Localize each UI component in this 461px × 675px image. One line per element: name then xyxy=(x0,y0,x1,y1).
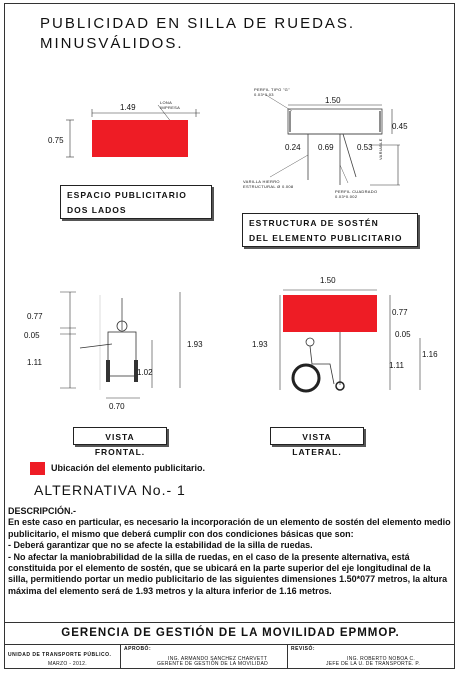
structure-height-label: 0.45 xyxy=(392,122,408,131)
reviso-label: REVISÓ: xyxy=(291,646,316,652)
perfil-spec: 0.03*0.03 xyxy=(254,92,274,97)
perfil-label: PERFIL TIPO "G" xyxy=(254,87,290,92)
footer-divider-1 xyxy=(120,644,121,669)
front-193-label: 1.93 xyxy=(187,340,203,349)
ad-space-caption-line1: ESPACIO PUBLICITARIO xyxy=(67,190,187,200)
side-wheel-large xyxy=(293,365,319,391)
footer-mid-rule xyxy=(4,644,455,645)
reviso-name: ING. ROBERTO NOBOA C. xyxy=(347,656,416,662)
front-chair xyxy=(108,332,136,376)
title-line-1: PUBLICIDAD EN SILLA DE RUEDAS. xyxy=(40,15,356,32)
footer-top-rule xyxy=(4,622,455,623)
structure-caption-line2: DEL ELEMENTO PUBLICITARIO xyxy=(249,233,403,243)
description-heading: DESCRIPCIÓN.- xyxy=(8,506,77,516)
page-title xyxy=(40,14,355,54)
ad-space-caption-box xyxy=(60,185,212,219)
side-193-label: 1.93 xyxy=(252,340,268,349)
footer-divider-2 xyxy=(287,644,288,669)
description-paragraph-3: - No afectar la maniobrabilidad de la silla de ruedas, en el caso de la presente alternativa, está constituida por el elemento de sostén, que se ubicará en la parte superior del eje longitudinal de la silla, permitiendo portar un medio publicitario de las siguientes dimensiones 1.50*077 metros, la altura máxima del elemento será de 1.93 metros y la altura inferior de 1.16 metros. xyxy=(8,551,448,596)
side-150-label: 1.50 xyxy=(320,276,336,285)
side-116-label: 1.16 xyxy=(422,350,438,359)
ad-panel-front xyxy=(92,120,188,157)
footer-date: MARZO - 2012. xyxy=(48,661,87,667)
structure-caption-box xyxy=(242,213,418,247)
aprobo-role: GERENTE DE GESTIÓN DE LA MOVILIDAD xyxy=(157,661,269,667)
reviso-role: JEFE DE LA U. DE TRANSPORTE. P. xyxy=(326,661,421,667)
front-102-label: 1.02 xyxy=(137,368,153,377)
side-005-label: 0.05 xyxy=(395,330,411,339)
tubo-leader xyxy=(340,165,348,183)
tubo-spec: 0.03*0.002 xyxy=(335,194,358,199)
tubo-label: PERFIL CUADRADO xyxy=(335,189,378,194)
front-111-label: 1.11 xyxy=(27,358,42,367)
structure-frame xyxy=(288,109,382,134)
varilla-leader xyxy=(270,155,308,177)
front-005-label: 0.05 xyxy=(24,331,40,340)
aprobo-name: ING. ARMANDO SANCHEZ CHARVETT xyxy=(168,656,268,662)
structure-width-label: 1.50 xyxy=(325,96,341,105)
dim-c-label: 0.53 xyxy=(357,143,373,152)
front-arm xyxy=(80,344,112,348)
description-block xyxy=(8,506,452,597)
ad-height-label: 0.75 xyxy=(48,136,64,145)
alternative-heading: ALTERNATIVA No.- 1 xyxy=(34,482,186,498)
legend-label: Ubicación del elemento publicitario. xyxy=(51,463,206,473)
front-view-caption: VISTA FRONTAL. xyxy=(73,427,167,445)
front-view-drawing xyxy=(20,290,220,420)
aprobo-label: APROBÓ: xyxy=(124,646,152,652)
side-111-label: 1.11 xyxy=(389,361,404,370)
footer-unit: UNIDAD DE TRANSPORTE PÚBLICO. xyxy=(8,652,112,658)
varilla-label: VARILLA HIERRO xyxy=(243,179,280,184)
front-070-label: 0.70 xyxy=(109,402,125,411)
front-wheel-left xyxy=(106,360,110,382)
perfil-leader xyxy=(266,95,292,111)
description-paragraph-2: - Deberá garantizar que no se afecte la estabilidad de la silla de ruedas. xyxy=(8,540,313,551)
structure-brace xyxy=(343,134,356,177)
side-view-drawing xyxy=(250,280,450,420)
front-077-label: 0.77 xyxy=(27,312,43,321)
side-077-label: 0.77 xyxy=(392,308,408,317)
side-view-caption: VISTA LATERAL. xyxy=(270,427,364,445)
side-body xyxy=(310,346,334,384)
title-line-2: MINUSVÁLIDOS. xyxy=(40,35,184,52)
footer-title: GERENCIA DE GESTIÓN DE LA MOVILIDAD EPMMOP. xyxy=(61,627,400,639)
ad-width-label: 1.49 xyxy=(120,103,136,112)
ad-space-caption-line2: DOS LADOS xyxy=(67,205,127,215)
dim-a-label: 0.24 xyxy=(285,143,301,152)
legend-swatch xyxy=(30,462,45,475)
side-head xyxy=(306,338,314,346)
varilla-spec: ESTRUCTURAL Ø 0.008 xyxy=(243,184,294,189)
structure-caption-line1: ESTRUCTURA DE SOSTÉN xyxy=(249,218,379,228)
description-paragraph-1: En este caso en particular, es necesario la incorporación de un elemento de sostén del elemento medio publicitario, el mismo que deberá cumplir con dos condiciones básicas que son: xyxy=(8,517,451,539)
dim-b-label: 0.69 xyxy=(318,143,334,152)
lona-label: LONA IMPRESA xyxy=(160,100,181,110)
variable-label: VARIABLE xyxy=(378,138,383,160)
